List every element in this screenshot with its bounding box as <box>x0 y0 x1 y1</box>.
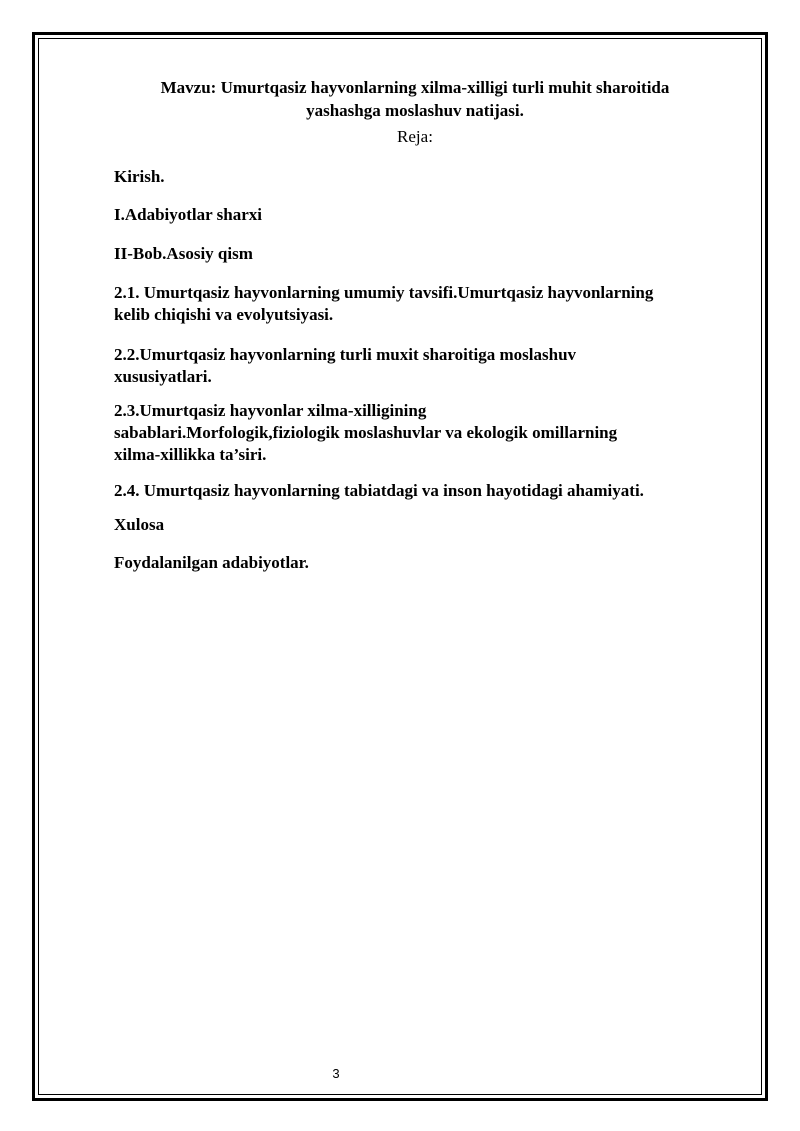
toc-item-literature-review <box>114 204 724 226</box>
page-number: 3 <box>332 1066 340 1081</box>
toc-item-line: xilma-xillikka ta’siri. <box>114 445 267 464</box>
document-title-line-1: Mavzu: Umurtqasiz hayvonlarning xilma-xilligi turli muhit sharoitida <box>160 78 670 97</box>
toc-item-references <box>114 552 724 574</box>
toc-item-conclusion <box>114 514 724 536</box>
plan-label: Reja: <box>397 127 433 146</box>
toc-item-line: xususiyatlari. <box>114 367 212 386</box>
toc-item-section-2-4 <box>114 480 724 502</box>
toc-item-line: Kirish. <box>114 167 165 186</box>
toc-item-section-2-2 <box>114 344 724 388</box>
toc-item-line: 2.2.Umurtqasiz hayvonlarning turli muxit sharoitiga moslashuv <box>114 345 577 364</box>
toc-item-line: 2.3.Umurtqasiz hayvonlar xilma-xilligining <box>114 401 427 420</box>
toc-item-line: 2.4. Umurtqasiz hayvonlarning tabiatdagi va inson hayotidagi ahamiyati. <box>114 481 644 500</box>
toc-item-section-2-3 <box>114 400 724 466</box>
toc-item-line: I.Adabiyotlar sharxi <box>114 205 262 224</box>
toc-item-line: kelib chiqishi va evolyutsiyasi. <box>114 305 334 324</box>
toc-item-line: Xulosa <box>114 515 165 534</box>
toc-item-introduction <box>114 166 724 188</box>
document-title-line-2: yashashga moslashuv natijasi. <box>306 101 524 120</box>
toc-item-line: II-Bob.Asosiy qism <box>114 244 253 263</box>
toc-item-line: 2.1. Umurtqasiz hayvonlarning umumiy tavsifi.Umurtqasiz hayvonlarning <box>114 283 654 302</box>
toc-item-line: Foydalanilgan adabiyotlar. <box>114 553 309 572</box>
toc-item-section-2-1 <box>114 282 724 326</box>
document-title <box>120 76 710 122</box>
toc-item-main-chapter <box>114 243 724 265</box>
toc-item-line: sabablari.Morfologik,fiziologik moslashuvlar va ekologik omillarning <box>114 423 618 442</box>
